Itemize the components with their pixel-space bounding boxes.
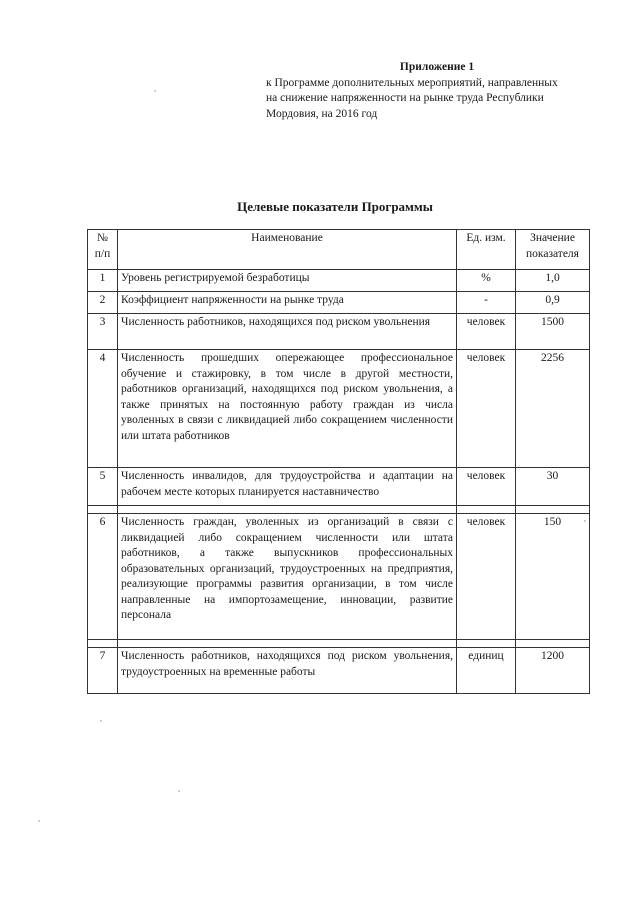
appendix-line: Мордовия, на 2016 год	[266, 107, 378, 120]
row-name: Численность инвалидов, для трудоустройства и адаптации на рабочем месте которых планируется наставничество	[118, 468, 457, 506]
appendix-block	[266, 60, 596, 122]
row-number: 6	[88, 514, 118, 640]
row-number: 4	[88, 350, 118, 468]
spacer-cell	[118, 506, 457, 514]
spacer-cell	[88, 640, 118, 648]
header-unit: Ед. изм.	[457, 230, 516, 270]
table-row	[88, 270, 590, 292]
header-num	[88, 230, 118, 270]
header-num-line2: п/п	[94, 247, 111, 260]
row-name: Численность прошедших опережающее профессиональное обучение и стажировку, в том числе в другой местности, работников организаций, находящихся под риском увольнения, а также принятых на постоянную работу граждан из числа уволенных в связи с ликвидацией либо сокращением численности или штата работников	[118, 350, 457, 468]
scan-speck	[100, 720, 102, 722]
table-row	[88, 292, 590, 314]
row-value: 0,9	[516, 292, 590, 314]
appendix-line: на снижение напряженности на рынке труда Республики	[266, 92, 544, 104]
spacer-cell	[516, 506, 590, 514]
row-number: 2	[88, 292, 118, 314]
header-value	[516, 230, 590, 270]
spacer-cell	[457, 506, 516, 514]
row-unit: -	[457, 292, 516, 314]
appendix-line: к Программе дополнительных мероприятий, направленных	[266, 76, 558, 89]
row-name: Численность работников, находящихся под риском увольнения	[118, 314, 457, 350]
row-unit: человек	[457, 514, 516, 640]
row-unit: человек	[457, 468, 516, 506]
appendix-title: Приложение 1	[399, 61, 475, 73]
row-unit: человек	[457, 350, 516, 468]
table-header-row	[88, 230, 590, 270]
header-value-line1: Значение	[530, 232, 575, 244]
row-name: Коэффициент напряженности на рынке труда	[118, 292, 457, 314]
table-row	[88, 350, 590, 468]
row-name: Уровень регистрируемой безработицы	[118, 270, 457, 292]
table-row	[88, 648, 590, 694]
scan-speck	[38, 820, 40, 822]
table-row	[88, 468, 590, 506]
header-value-line2: показателя	[526, 247, 579, 260]
row-unit: единиц	[457, 648, 516, 694]
row-value: 1500	[516, 314, 590, 350]
scan-speck	[178, 790, 180, 792]
row-value: 30	[516, 468, 590, 506]
spacer-cell	[118, 640, 457, 648]
table-spacer-row	[88, 640, 590, 648]
spacer-cell	[457, 640, 516, 648]
row-unit: человек	[457, 314, 516, 350]
row-number: 3	[88, 314, 118, 350]
spacer-cell	[516, 640, 590, 648]
row-number: 7	[88, 648, 118, 694]
row-value: 150	[516, 514, 590, 640]
header-name: Наименование	[118, 230, 457, 270]
spacer-cell	[88, 506, 118, 514]
table-row	[88, 314, 590, 350]
row-number: 5	[88, 468, 118, 506]
row-unit: %	[457, 270, 516, 292]
header-num-line1: №	[97, 232, 108, 244]
document-title: Целевые показатели Программы	[237, 199, 433, 214]
row-value: 1200	[516, 648, 590, 694]
scan-speck	[584, 520, 586, 522]
table-row	[88, 514, 590, 640]
indicators-table	[87, 229, 590, 694]
scan-speck	[154, 90, 156, 92]
table-spacer-row	[88, 506, 590, 514]
row-number: 1	[88, 270, 118, 292]
row-value: 1,0	[516, 270, 590, 292]
row-name: Численность граждан, уволенных из организаций в связи с ликвидацией либо сокращением численности или штата работников, а также выпускников профессиональных образовательных организаций, трудоустроенных на предприятия, реализующие программы развития организации, в том числе направленные на импортозамещение, инновации, развитие персонала	[118, 514, 457, 640]
row-name: Численность работников, находящихся под риском увольнения, трудоустроенных на временные работы	[118, 648, 457, 694]
row-value: 2256	[516, 350, 590, 468]
